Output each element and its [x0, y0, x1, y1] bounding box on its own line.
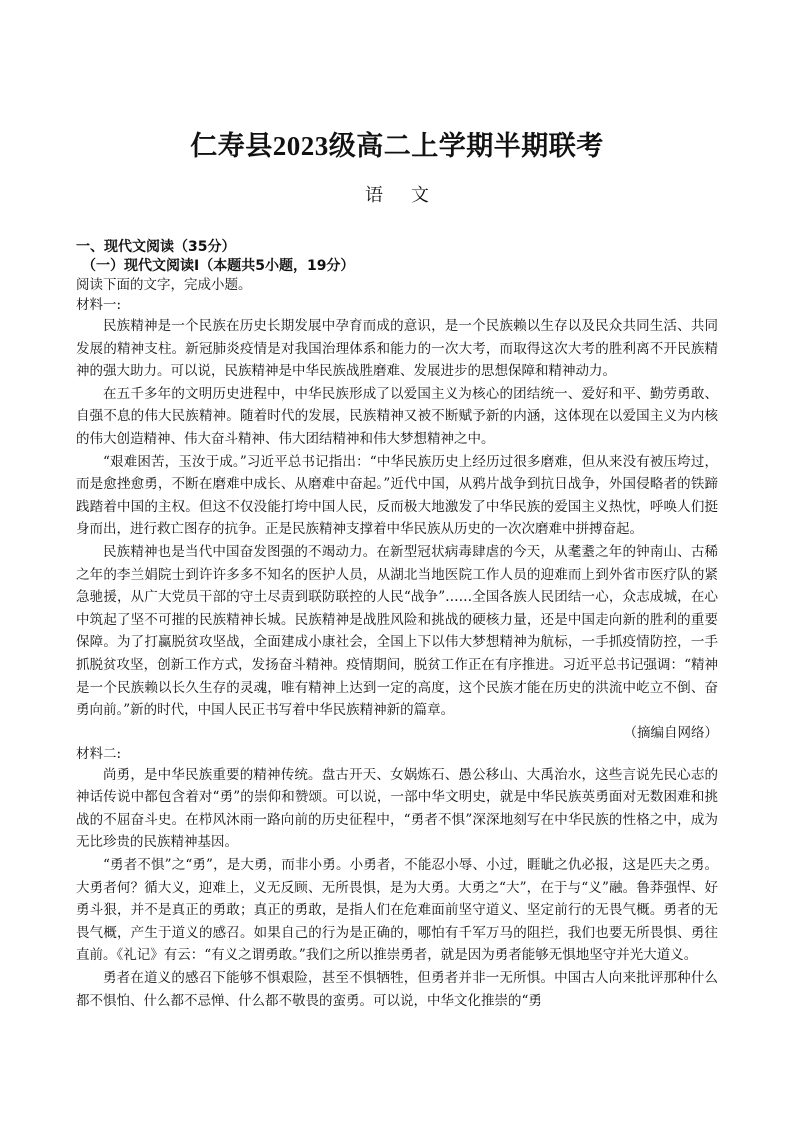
subject-char-2: 文	[411, 185, 429, 206]
subject-char-1: 语	[365, 185, 383, 206]
material-1-paragraph: 民族精神是一个民族在历史长期发展中孕育而成的意识，是一个民族赖以生存以及民众共同生活、共同发展的精神支柱。新冠肺炎疫情是对我国治理体系和能力的一次大考，而取得这次大考的胜利离不开民族精神的强大助力。可以说，民族精神是中华民族战胜磨难、发展进步的思想保障和精神动力。	[76, 318, 718, 380]
reading-instruction: 阅读下面的文字，完成小题。	[76, 277, 252, 293]
material-1-label: 材料一:	[76, 297, 122, 313]
material-2-label: 材料二:	[76, 745, 122, 762]
material-1-paragraph: 在五千多年的文明历史进程中，中华民族形成了以爱国主义为核心的团结统一、爱好和平、勤劳勇敢、自强不息的伟大民族精神。随着时代的发展，民族精神又被不断赋予新的内涵，这体现在以爱国主义为内核的伟大创造精神、伟大奋斗精神、伟大团结精神和伟大梦想精神之中。	[76, 385, 718, 447]
material-2-paragraph: 勇者在道义的感召下能够不惧艰险，甚至不惧牺牲，但勇者并非一无所惧。中国古人向来批评那种什么都不惧怕、什么都不忌惮、什么都不敬畏的蛮勇。可以说，中华文化推崇的“勇	[76, 970, 718, 1009]
material-1-paragraph: “艰难困苦，玉汝于成。”习近平总书记指出：“中华民族历史上经历过很多磨难，但从来没有被压垮过，而是愈挫愈勇，不断在磨难中成长、从磨难中奋起。”近代中国，从鸦片战争到抗日战争，外国侵略者的铁蹄践踏着中国的主权。但这不仅没能打垮中国人民，反而极大地激发了中华民族的爱国主义热忱，呼唤人们挺身而出，进行救亡图存的抗争。正是民族精神支撑着中华民族从历史的一次次磨难中拼搏奋起。	[76, 453, 718, 538]
section-heading: 一、现代文阅读（35分）	[76, 239, 236, 255]
document-body	[76, 238, 718, 1012]
material-1-source: （摘编自网络）	[623, 724, 718, 741]
page-title: 仁寿县2023级高二上学期半期联考	[190, 131, 604, 161]
material-2-paragraph: “勇者不惧”之“勇”，是大勇，而非小勇。小勇者，不能忍小辱、小过，睚眦之仇必报，这是匹夫之勇。大勇者何？循大义，迎难上，义无反顾、无所畏惧，是为大勇。大勇之“大”，在于与“义”融。鲁莽强悍、好勇斗狠，并不是真正的勇敢；真正的勇敢，是指人们在危难面前坚守道义、坚定前行的无畏气概。勇者的无畏气概，产生于道义的感召。如果自己的行为是正确的，哪怕有千军万马的阻拦，我们也要无所畏惧、勇往直前。《礼记》有云：“有义之谓勇敢。”我们之所以推崇勇者，就是因为勇者能够无惧地坚守并光大道义。	[76, 857, 718, 964]
material-2-paragraph: 尚勇，是中华民族重要的精神传统。盘古开天、女娲炼石、愚公移山、大禹治水，这些言说先民心志的神话传说中都包含着对“勇”的崇仰和赞颂。可以说，一部中华文明史，就是中华民族英勇面对无数困难和挑战的不屈奋斗史。在栉风沐雨一路向前的历史征程中，“勇者不惧”深深地刻写在中华民族的性格之中，成为无比珍贵的民族精神基因。	[76, 766, 718, 851]
material-1-paragraph: 民族精神也是当代中国奋发图强的不竭动力。在新型冠状病毒肆虐的今天，从耄耋之年的钟南山、古稀之年的李兰娟院士到许许多多不知名的医护人员，从湖北当地医院工作人员的迎难而上到外省市医疗队的紧急驰援，从广大党员干部的守土尽责到联防联控的人民“战争”……全国各族人民团结一心，众志成城，在心中筑起了坚不可摧的民族精神长城。民族精神是战胜风险和挑战的硬核力量，还是中国走向新的胜利的重要保障。为了打赢脱贫攻坚战，全面建成小康社会，全国上下以伟大梦想精神为航标，一手抓疫情防控，一手抓脱贫攻坚，创新工作方式，发扬奋斗精神。疫情期间，脱贫工作正在有序推进。习近平总书记强调：“精神是一个民族赖以长久生存的灵魂，唯有精神上达到一定的高度，这个民族才能在历史的洪流中屹立不倒、奋勇向前。”新的时代，中国人民正书写着中华民族精神新的篇章。	[76, 543, 718, 719]
subsection-heading: （一）现代文阅读Ⅰ（本题共5小题，19分）	[82, 258, 355, 274]
subject-title	[0, 181, 794, 207]
